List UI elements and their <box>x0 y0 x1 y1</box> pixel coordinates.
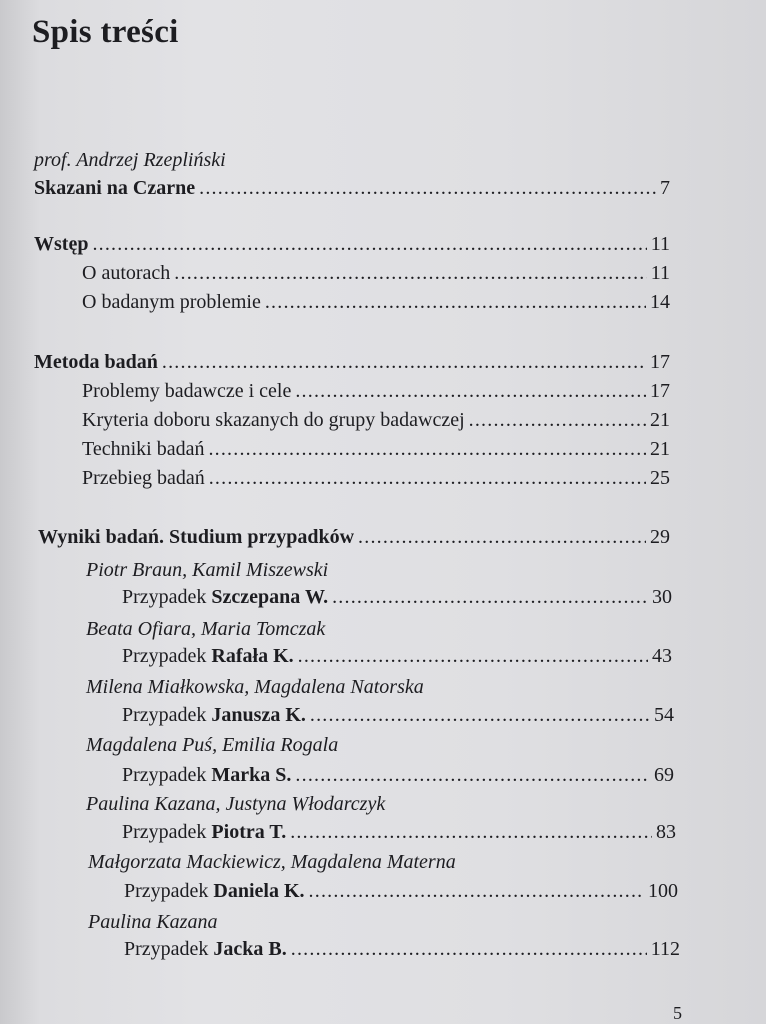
toc-subentry <box>82 408 670 432</box>
toc-leader-dots <box>92 232 646 256</box>
case-prefix: Przypadek <box>122 586 207 608</box>
toc-entry-page: 17 <box>650 380 670 402</box>
toc-entry-label: O autorach <box>82 262 171 284</box>
toc-leader-dots <box>290 820 652 844</box>
toc-entry-page: 7 <box>660 177 670 199</box>
case-entry <box>122 763 674 787</box>
toc-subentry <box>82 290 670 314</box>
toc-entry-metoda <box>34 350 670 374</box>
toc-entry-page: 83 <box>656 821 676 843</box>
toc-entry-page: 43 <box>652 645 672 667</box>
case-prefix: Przypadek <box>122 645 207 667</box>
case-entry <box>122 644 672 668</box>
case-entry <box>122 703 674 727</box>
toc-subentry <box>82 437 670 461</box>
case-authors: Milena Miałkowska, Magdalena Natorska <box>86 676 424 698</box>
case-entry <box>124 879 678 903</box>
toc-entry-label <box>122 820 286 844</box>
case-prefix: Przypadek <box>122 764 207 786</box>
page-number: 5 <box>673 1003 682 1023</box>
toc-entry-label: Techniki badań <box>82 438 205 460</box>
toc-entry-page: 11 <box>650 233 670 255</box>
case-authors: Beata Ofiara, Maria Tomczak <box>86 618 326 640</box>
toc-subentry <box>82 379 670 403</box>
toc-entry-wstep <box>34 232 670 256</box>
toc-entry-label <box>122 763 291 787</box>
case-entry <box>122 820 676 844</box>
toc-entry-label <box>124 937 287 961</box>
intro-author: prof. Andrzej Rzepliński <box>34 149 226 171</box>
toc-entry-label <box>122 644 294 668</box>
case-prefix: Przypadek <box>124 938 209 960</box>
case-authors: Paulina Kazana, Justyna Włodarczyk <box>86 793 386 815</box>
case-name: Piotra T. <box>211 821 287 843</box>
toc-leader-dots <box>208 437 646 461</box>
case-prefix: Przypadek <box>122 704 207 726</box>
toc-leader-dots <box>162 350 646 374</box>
toc-entry-label <box>122 703 306 727</box>
toc-entry-intro <box>34 176 670 200</box>
toc-entry-wyniki <box>38 525 670 549</box>
case-name: Daniela K. <box>213 880 305 902</box>
case-authors: Piotr Braun, Kamil Miszewski <box>86 559 329 581</box>
toc-entry-label: O badanym problemie <box>82 291 261 313</box>
case-entry <box>124 937 680 961</box>
toc-entry-page: 21 <box>650 409 670 431</box>
toc-entry-label: Skazani na Czarne <box>34 177 196 199</box>
toc-entry-page: 54 <box>654 704 674 726</box>
toc-subentry <box>82 261 670 285</box>
toc-entry-label: Przebieg badań <box>82 467 205 489</box>
toc-entry-label: Kryteria doboru skazanych do grupy badawczej <box>82 409 465 431</box>
case-authors: Magdalena Puś, Emilia Rogala <box>86 734 339 756</box>
toc-entry-label: Wstęp <box>34 233 89 255</box>
toc-entry-page: 112 <box>650 938 680 960</box>
toc-entry-page: 21 <box>650 438 670 460</box>
case-name: Szczepana W. <box>211 586 329 608</box>
toc-leader-dots <box>332 585 648 609</box>
toc-entry-label: Wyniki badań. Studium przypadków <box>38 526 355 548</box>
toc-entry-page: 14 <box>650 291 670 313</box>
toc-leader-dots <box>174 261 646 285</box>
toc-leader-dots <box>265 290 646 314</box>
toc-entry-page: 30 <box>652 586 672 608</box>
toc-entry-label <box>124 879 305 903</box>
case-prefix: Przypadek <box>124 880 209 902</box>
case-authors: Małgorzata Mackiewicz, Magdalena Materna <box>88 851 456 873</box>
toc-entry-label <box>122 585 328 609</box>
toc-leader-dots <box>295 379 646 403</box>
case-name: Rafała K. <box>211 645 294 667</box>
toc-leader-dots <box>309 879 644 903</box>
toc-entry-page: 25 <box>650 467 670 489</box>
toc-entry-page: 17 <box>650 351 670 373</box>
toc-entry-page: 69 <box>654 764 674 786</box>
toc-entry-page: 100 <box>648 880 678 902</box>
case-authors: Paulina Kazana <box>88 911 218 933</box>
toc-leader-dots <box>310 703 650 727</box>
toc-leader-dots <box>469 408 646 432</box>
case-name: Janusza K. <box>211 704 306 726</box>
case-entry <box>122 585 672 609</box>
case-name: Jacka B. <box>213 938 287 960</box>
toc-leader-dots <box>209 466 646 490</box>
toc-subentry <box>82 466 670 490</box>
toc-leader-dots <box>291 937 647 961</box>
toc-leader-dots <box>199 176 656 200</box>
toc-entry-page: 11 <box>650 262 670 284</box>
toc-entry-page: 29 <box>650 526 670 548</box>
toc-leader-dots <box>358 525 646 549</box>
toc-entry-label: Metoda badań <box>34 351 158 373</box>
toc-leader-dots <box>298 644 648 668</box>
toc-entry-label: Problemy badawcze i cele <box>82 380 292 402</box>
case-prefix: Przypadek <box>122 821 207 843</box>
toc-leader-dots <box>295 763 650 787</box>
case-name: Marka S. <box>211 764 292 786</box>
page-title: Spis treści <box>32 14 179 50</box>
